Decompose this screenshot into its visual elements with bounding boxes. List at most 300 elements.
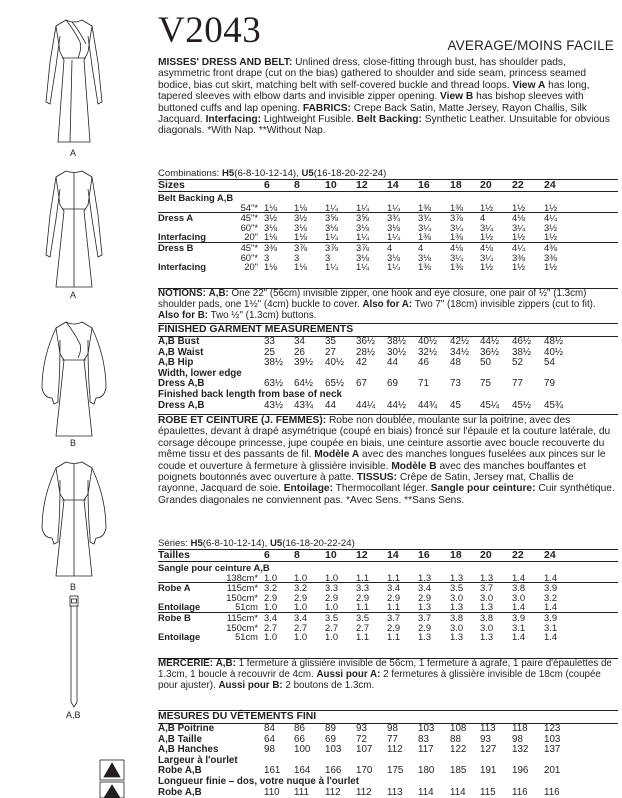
fabric-width: 150cm* <box>226 591 258 603</box>
table-row <box>158 632 618 642</box>
table-cell: 3.3 <box>325 582 339 594</box>
table-cell: 2.7 <box>294 621 308 633</box>
table-row <box>158 232 618 242</box>
table-cell: 1⅜ <box>450 261 464 273</box>
table-cell: 86 <box>294 723 305 734</box>
table-cell: 201 <box>544 765 561 777</box>
size-column-header: 20 <box>480 179 492 191</box>
table-header-row <box>158 180 618 191</box>
table-row <box>158 777 618 788</box>
fabric-width: 115cm* <box>226 611 258 623</box>
description-text: has bishop sleeves with buttoned cuffs and lap opening. <box>158 91 584 114</box>
table-cell: 42 <box>356 357 367 369</box>
table-cell: 69 <box>387 378 398 390</box>
figure-label: A <box>70 290 77 300</box>
table-cell: 100 <box>294 744 311 756</box>
table-cell: 40½ <box>325 357 345 369</box>
row-label: A,B Hanches <box>158 744 219 756</box>
table-cell: 1⅛ <box>294 231 308 243</box>
table-row <box>158 724 618 735</box>
view-b-front-drawing <box>0 318 150 448</box>
description-text: Crêpe de Satin, Jersey mat, Challis de rayonne, Jacquard de soie. <box>158 472 574 495</box>
table-cell: 3¼ <box>512 221 526 233</box>
size-column-header: 20 <box>480 549 492 561</box>
table-cell: 3.9 <box>544 611 558 623</box>
notions-ab-label: A,B: <box>208 288 229 299</box>
table-cell: 1½ <box>480 231 494 243</box>
english-finished-table <box>158 337 618 411</box>
table-cell: 3.4 <box>264 611 278 623</box>
table-cell: 1.0 <box>294 571 308 583</box>
table-cell: 1.0 <box>294 601 308 613</box>
row-label: A,B Poitrine <box>158 723 215 734</box>
row-label: Largeur à l'ourlet <box>158 754 238 766</box>
table-cell: 3.5 <box>356 611 370 623</box>
row-label: Entoilage <box>158 631 201 643</box>
table-cell: 75 <box>480 378 491 390</box>
table-cell: 1⅛ <box>294 261 308 273</box>
table-cell: 1⅛ <box>264 231 278 243</box>
table-cell: 3.5 <box>325 611 339 623</box>
table-cell: 1⅛ <box>264 201 278 213</box>
english-combinations <box>158 168 386 179</box>
row-label: Belt Backing A,B <box>158 192 234 203</box>
table-cell: 43¾ <box>294 399 314 411</box>
table-cell: 1.1 <box>387 601 401 613</box>
row-label: Entoilage <box>158 601 201 613</box>
table-cell: 3.7 <box>418 611 432 623</box>
table-cell: 1.0 <box>264 631 278 643</box>
table-cell: 67 <box>356 378 367 390</box>
table-cell: 1⅛ <box>264 261 278 273</box>
view-a-label: Modèle A <box>314 449 360 461</box>
table-cell: 1½ <box>480 261 494 273</box>
description-heading: MISSES' DRESS AND BELT: <box>158 57 293 68</box>
table-cell: 166 <box>325 765 342 777</box>
table-cell: 1¼ <box>325 201 339 213</box>
table-cell: 27 <box>325 346 336 358</box>
table-cell: 3¼ <box>450 221 464 233</box>
table-cell: 84 <box>264 723 275 734</box>
interfacing-label: Interfacing: <box>205 114 262 126</box>
notions-text: Two 7" (18cm) invisible zippers (cut to fit). <box>412 298 596 310</box>
table-cell: 2.9 <box>418 591 432 603</box>
table-cell: 2.9 <box>264 591 278 603</box>
table-cell: 1¼ <box>356 231 370 243</box>
table-cell: 3⅛ <box>356 251 370 263</box>
table-cell: 3.1 <box>544 621 558 633</box>
table-cell: 64½ <box>294 378 314 390</box>
table-cell: 111 <box>294 786 309 798</box>
table-cell: 3⅛ <box>264 221 278 233</box>
table-cell: 43½ <box>264 399 284 411</box>
table-cell: 3⅛ <box>356 221 370 233</box>
table-cell: 3.0 <box>450 591 464 603</box>
table-cell: 1.3 <box>480 601 494 613</box>
difficulty-rating: AVERAGE/MOINS FACILE <box>447 38 614 53</box>
table-row <box>158 203 618 213</box>
table-cell: 3.9 <box>512 611 526 623</box>
notions-also-b-label: Aussi pour B: <box>218 679 283 691</box>
table-cell: 191 <box>480 765 497 777</box>
table-cell: 3⅜ <box>264 241 278 253</box>
table-cell: 3⅞ <box>294 241 308 253</box>
table-cell: 1⅜ <box>450 231 464 243</box>
table-cell: 30½ <box>387 346 407 358</box>
table-cell: 1.4 <box>544 601 558 613</box>
table-cell: 2.9 <box>356 591 370 603</box>
row-label: Interfacing <box>158 261 206 273</box>
size-column-header: 16 <box>418 549 430 561</box>
size-column-header: 22 <box>512 179 524 191</box>
table-cell: 132 <box>512 744 529 756</box>
table-cell: 3.3 <box>356 582 370 594</box>
table-cell: 3⅛ <box>418 251 432 263</box>
french-yardage-table <box>158 550 618 642</box>
table-cell: 1¼ <box>325 261 339 273</box>
table-cell: 3⅞ <box>450 212 464 224</box>
table-cell: 3¼ <box>480 251 494 263</box>
notions-text: 2 boutons de 1.3cm. <box>282 679 375 691</box>
table-cell: 112 <box>356 786 372 798</box>
table-cell: 44¼ <box>356 399 376 411</box>
fabrics-label: FABRICS: <box>302 102 351 114</box>
table-cell: 3¼ <box>418 221 432 233</box>
table-cell: 1.0 <box>325 631 339 643</box>
table-cell: 3⅛ <box>387 251 401 263</box>
table-cell: 3.1 <box>512 621 526 633</box>
u5-sizes: (16-18-20-22-24) <box>313 168 387 179</box>
notions-ab-label: A,B: <box>215 658 236 669</box>
table-cell: 3.2 <box>264 582 278 594</box>
table-cell: 4⅛ <box>450 241 464 253</box>
size-column-header: 18 <box>450 549 462 561</box>
belt-drawing <box>0 592 150 722</box>
description-text: has long, tapered sleeves with elbow darts and invisible zipper opening. <box>158 79 590 103</box>
sizes-header: Sizes <box>158 179 185 191</box>
table-cell: 1⅜ <box>450 201 464 213</box>
table-cell: 36½ <box>356 336 376 347</box>
table-cell: 93 <box>480 733 491 745</box>
row-label: Robe A <box>158 582 191 594</box>
table-cell: 45¼ <box>480 399 500 411</box>
view-a-back-drawing <box>0 165 150 305</box>
table-cell: 1½ <box>480 201 494 213</box>
belt-icon <box>0 592 150 710</box>
table-cell: 54 <box>544 357 555 369</box>
table-cell: 3½ <box>544 221 558 233</box>
table-cell: 3.4 <box>294 611 308 623</box>
row-label: A,B Hip <box>158 357 194 369</box>
table-cell: 1.3 <box>418 631 432 643</box>
table-cell: 1.4 <box>512 571 526 583</box>
row-label: A,B Taille <box>158 733 202 745</box>
size-column-header: 14 <box>387 179 399 191</box>
row-label: Sangle pour ceinture A,B <box>158 562 270 573</box>
description-text: Cuir synthétique. Grandes diagonales ne conviennent pas. *Avec Sens. **Sans Sens. <box>158 483 615 506</box>
table-cell: 3 <box>325 251 331 263</box>
table-cell: 44 <box>387 357 398 369</box>
description-text: Unlined dress, close-fitting through bust, has shoulder pads, asymmetric front drape (cut on the bias) gathered to shoulder and side seam, princess seamed bodice, bias cut skirt, matching belt with self-covered buckle and thread loops. <box>158 57 587 91</box>
table-cell: 3⅛ <box>294 221 308 233</box>
table-cell: 79 <box>544 378 555 390</box>
table-cell: 103 <box>325 744 342 756</box>
row-label: Dress A <box>158 212 194 224</box>
row-label: Interfacing <box>158 231 206 243</box>
table-row <box>158 262 618 272</box>
table-cell: 1.1 <box>387 571 401 583</box>
size-column-header: 12 <box>356 549 368 561</box>
combinations-label: Combinations: <box>158 168 220 179</box>
table-cell: 103 <box>418 723 435 734</box>
belt-backing-label: Belt Backing: <box>356 114 422 126</box>
table-cell: 42½ <box>450 336 470 347</box>
table-cell: 1.1 <box>356 601 370 613</box>
table-cell: 2.7 <box>325 621 339 633</box>
table-cell: 69 <box>325 733 336 745</box>
table-cell: 3.0 <box>512 591 526 603</box>
size-column-header: 10 <box>325 549 337 561</box>
view-b-label: View B <box>440 91 474 103</box>
table-cell: 1.1 <box>356 571 370 583</box>
table-row <box>158 573 618 583</box>
table-cell: 3.9 <box>544 582 558 594</box>
row-label: Dress B <box>158 241 194 253</box>
finished-measurements-heading: FINISHED GARMENT MEASUREMENTS <box>158 324 354 335</box>
table-cell: 39½ <box>294 357 314 369</box>
table-cell: 4 <box>387 241 393 253</box>
table-cell: 4⅜ <box>544 241 558 253</box>
table-cell: 4¼ <box>544 212 558 224</box>
table-cell: 1¼ <box>356 201 370 213</box>
english-notions <box>158 289 616 321</box>
dress-a-back-icon <box>0 165 150 295</box>
row-label: Longueur finie – dos, votre nuque à l'ourlet <box>158 775 360 787</box>
table-cell: 1½ <box>544 201 558 213</box>
table-cell: 2.7 <box>264 621 278 633</box>
size-column-header: 8 <box>294 549 300 561</box>
h5-code: H5 <box>222 168 235 179</box>
table-cell: 4⅛ <box>512 212 526 224</box>
table-cell: 1.3 <box>450 631 464 643</box>
table-cell: 1.1 <box>356 631 370 643</box>
table-cell: 180 <box>418 765 435 777</box>
u5-sizes: (16-18-20-22-24) <box>282 538 355 549</box>
table-cell: 2.9 <box>387 591 401 603</box>
table-cell: 1.4 <box>512 601 526 613</box>
table-cell: 1.3 <box>450 601 464 613</box>
table-row <box>158 788 618 798</box>
fabric-width: 54"* <box>240 201 258 213</box>
pattern-number: V2043 <box>158 10 262 51</box>
table-header-row <box>158 550 618 561</box>
fabric-width: 60"* <box>240 251 258 263</box>
table-cell: 3.4 <box>387 582 401 594</box>
u5-code: U5 <box>301 168 314 179</box>
table-cell: 25 <box>264 346 275 358</box>
row-label: Robe A,B <box>158 786 202 798</box>
table-cell: 77 <box>512 378 523 390</box>
table-cell: 3½ <box>264 212 278 224</box>
fabric-width: 51cm <box>235 631 258 643</box>
table-cell: 115 <box>480 786 496 798</box>
table-cell: 65½ <box>325 378 345 390</box>
size-column-header: 8 <box>294 179 300 191</box>
table-cell: 3⅞ <box>356 241 370 253</box>
table-cell: 2.7 <box>356 621 370 633</box>
table-cell: 1¼ <box>325 231 339 243</box>
fabric-width: 45"* <box>240 212 258 224</box>
description-text: Crepe Back Satin, Matte Jersey, Rayon Challis, Silk Jacquard. <box>158 102 587 126</box>
description-text: avec des manches bouffantes et poignets boutonnés avec ouverture à patte. <box>158 460 586 484</box>
table-cell: 1⅛ <box>294 201 308 213</box>
table-cell: 50 <box>480 357 491 369</box>
info-column <box>158 0 620 798</box>
finished-measurements-heading: MESURES DU VÊTEMENTS FINI <box>158 711 317 722</box>
combinations-label: Séries: <box>158 538 188 549</box>
table-cell: 3⅜ <box>544 251 558 263</box>
table-cell: 66 <box>294 733 305 745</box>
figure-label: B <box>70 582 77 592</box>
figure-label: B <box>70 438 77 448</box>
notions-also-b-label: Also for B: <box>158 309 209 321</box>
table-cell: 3⅝ <box>325 212 339 224</box>
table-cell: 3.7 <box>387 611 401 623</box>
table-cell: 3.8 <box>512 582 526 594</box>
french-combinations <box>158 538 355 549</box>
row-label: Width, lower edge <box>158 367 242 379</box>
row-label: Finished back length from base of neck <box>158 388 343 400</box>
french-notions <box>158 659 616 691</box>
table-cell: 1.4 <box>544 571 558 583</box>
table-cell: 1¼ <box>387 201 401 213</box>
table-cell: 83 <box>418 733 429 745</box>
table-cell: 127 <box>480 744 497 756</box>
table-cell: 1⅜ <box>418 231 432 243</box>
table-cell: 3.2 <box>294 582 308 594</box>
notions-text: 1 fermeture à glissière invisible de 56cm, 1 fermeture à agrafe, 1 paire d'épaulettes de 1.3cm, 1 boucle à recouvrir de 4cm. <box>158 658 612 680</box>
table-cell: 107 <box>356 744 373 756</box>
table-cell: 44½ <box>387 399 407 411</box>
table-cell: 116 <box>544 786 560 798</box>
table-cell: 122 <box>450 744 467 756</box>
table-row <box>158 401 618 412</box>
row-label: A,B Bust <box>158 336 200 347</box>
table-cell: 98 <box>387 723 398 734</box>
table-cell: 1.4 <box>544 631 558 643</box>
table-cell: 137 <box>544 744 561 756</box>
table-cell: 113 <box>387 786 403 798</box>
table-cell: 1.3 <box>450 571 464 583</box>
table-cell: 48½ <box>544 336 564 347</box>
table-cell: 88 <box>450 733 461 745</box>
table-cell: 3⅝ <box>356 212 370 224</box>
table-cell: 123 <box>544 723 561 734</box>
fabric-width: 150cm* <box>226 621 258 633</box>
table-cell: 26 <box>294 346 305 358</box>
table-cell: 114 <box>418 786 434 798</box>
table-cell: 3½ <box>294 212 308 224</box>
row-label: Robe B <box>158 611 191 623</box>
dress-a-front-icon <box>0 0 150 160</box>
view-b-back-drawing <box>0 458 150 592</box>
table-cell: 4¼ <box>512 241 526 253</box>
table-cell: 3⅛ <box>387 221 401 233</box>
table-cell: 3¼ <box>480 221 494 233</box>
fabric-width: 115cm* <box>226 582 258 594</box>
description-text: Synthetic Leather. Unsuitable for obvious diagonals. *With Nap. **Without Nap. <box>158 114 610 137</box>
size-column-header: 16 <box>418 179 430 191</box>
table-cell: 34 <box>294 336 305 347</box>
size-column-header: 12 <box>356 179 368 191</box>
fabric-width: 51cm <box>235 601 258 613</box>
u5-code: U5 <box>270 538 283 549</box>
table-cell: 1½ <box>512 201 526 213</box>
table-cell: 3.0 <box>480 621 494 633</box>
row-label: Robe A,B <box>158 765 202 777</box>
size-column-header: 22 <box>512 549 524 561</box>
table-cell: 3.0 <box>480 591 494 603</box>
table-cell: 52 <box>512 357 523 369</box>
table-cell: 64 <box>264 733 275 745</box>
table-cell: 1.3 <box>480 631 494 643</box>
notions-text: Two ½" (1.3cm) buttons. <box>208 309 317 321</box>
fabric-width: 60"* <box>240 221 258 233</box>
table-cell: 114 <box>450 786 466 798</box>
table-cell: 1.4 <box>512 631 526 643</box>
fabric-width: 45"* <box>240 241 258 253</box>
table-cell: 3⅜ <box>512 251 526 263</box>
notions-text: 2 fermetures à glissière invisible de 18cm (coupée pour ajuster). <box>158 668 601 691</box>
table-cell: 175 <box>387 765 404 777</box>
table-cell: 1.3 <box>418 571 432 583</box>
h5-sizes: (6-8-10-12-14), <box>202 538 268 549</box>
view-a-front-drawing <box>0 0 150 160</box>
row-label: Dress A,B <box>158 399 205 411</box>
fabrics-label: TISSUS: <box>356 472 397 484</box>
description-text: Thermocollant léger. <box>332 483 431 495</box>
table-cell: 161 <box>264 765 281 777</box>
notions-also-a-label: Aussi pour A: <box>316 668 381 680</box>
table-cell: 44½ <box>480 336 500 347</box>
table-cell: 2.9 <box>387 621 401 633</box>
table-cell: 1½ <box>544 231 558 243</box>
table-cell: 110 <box>264 786 280 798</box>
table-cell: 3¾ <box>387 212 401 224</box>
table-cell: 1.0 <box>294 631 308 643</box>
table-cell: 2.9 <box>325 591 339 603</box>
dress-b-back-icon <box>0 458 150 588</box>
table-cell: 44 <box>325 399 336 411</box>
figure-label: A <box>70 148 77 158</box>
table-cell: 3.0 <box>450 621 464 633</box>
description-text: avec des manches longues fuselées aux pinces sur le coude et ouverture à fermeture à glissière invisible. <box>158 449 606 472</box>
table-cell: 98 <box>512 733 523 745</box>
table-cell: 38½ <box>264 357 284 369</box>
table-cell: 45½ <box>512 399 532 411</box>
row-label: Dress A,B <box>158 378 205 390</box>
table-cell: 1½ <box>544 261 558 273</box>
table-cell: 3¼ <box>450 251 464 263</box>
french-finished-table <box>158 724 618 798</box>
sizes-header: Tailles <box>158 549 190 561</box>
belt-backing-label: Sangle pour ceinture: <box>430 483 536 495</box>
table-cell: 1.0 <box>264 571 278 583</box>
table-cell: 3.4 <box>418 582 432 594</box>
table-cell: 1.0 <box>264 601 278 613</box>
table-cell: 108 <box>450 723 467 734</box>
table-cell: 3.5 <box>450 582 464 594</box>
